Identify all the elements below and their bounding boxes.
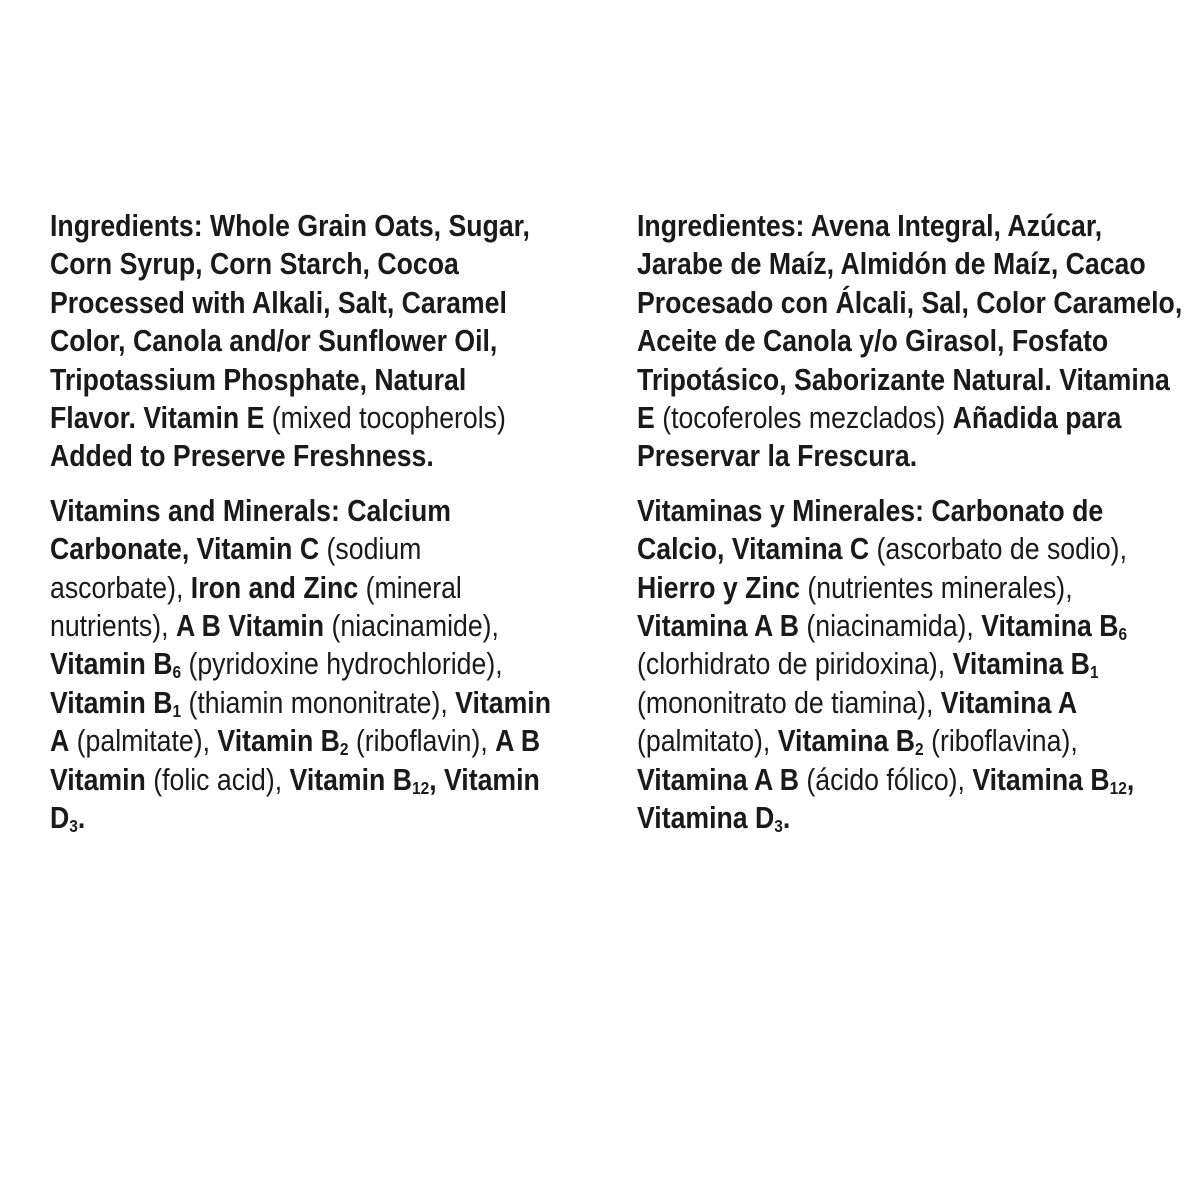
bold-text-run: Vitaminas y Minerales: Carbonato de Calcio, Vitamina C	[637, 492, 1104, 567]
bold-text-run: .	[77, 800, 86, 836]
bold-text-run: Vitamins and Minerals: Calcium Carbonate, Vitamin C	[50, 492, 452, 567]
spanish-vitamins-minerals-paragraph	[637, 492, 1184, 838]
subscript-run: 6	[1118, 624, 1128, 645]
subscript-run: 6	[172, 662, 182, 683]
plain-text-run: (clorhidrato de piridoxina),	[637, 646, 953, 682]
bold-text-run: .	[782, 800, 791, 836]
bold-text-run: Vitamin B	[50, 684, 173, 720]
bold-text-run: Hierro y Zinc	[637, 569, 800, 605]
subscript-run: 3	[774, 816, 783, 837]
bold-text-run: Vitamina A B	[637, 761, 799, 797]
plain-text-run: (pyridoxine hydrochloride),	[181, 646, 503, 682]
subscript-run: 12	[411, 777, 430, 798]
bold-text-run: Vitamin B	[217, 723, 340, 759]
plain-text-run: (mineral nutrients),	[50, 569, 462, 644]
plain-text-run: (thiamin mononitrate),	[181, 684, 456, 720]
bold-text-run: , Vitamin D	[50, 761, 540, 836]
bold-text-run: Iron and Zinc	[190, 569, 359, 605]
bold-text-run: Vitamin B	[50, 646, 173, 682]
bold-text-run: Vitamina B	[981, 608, 1119, 644]
subscript-run: 2	[339, 739, 349, 760]
bold-text-run: A B Vitamin	[50, 723, 541, 797]
bold-text-run: Vitamina A B	[637, 608, 799, 644]
plain-text-run: (riboflavina),	[923, 723, 1078, 759]
bold-text-run: Vitamina A	[940, 684, 1078, 720]
spanish-ingredients-column	[637, 207, 1184, 838]
plain-text-run: (nutrientes minerales),	[799, 569, 1073, 605]
plain-text-run: (mononitrato de tiamina),	[637, 684, 941, 720]
bold-text-run: Vitamina B	[777, 723, 916, 759]
bold-text-run: Vitamin A	[50, 684, 551, 759]
bold-text-run: Añadida para Preservar la Frescura.	[637, 400, 1122, 474]
spanish-ingredients-paragraph	[637, 207, 1184, 476]
bold-text-run: Vitamina B	[972, 761, 1110, 797]
plain-text-run: (niacinamida),	[798, 608, 982, 644]
plain-text-run: (mixed tocopherols)	[264, 400, 506, 436]
plain-text-run: (niacinamide),	[324, 608, 499, 644]
bold-text-run: Ingredientes: Avena Integral, Azúcar, Jarabe de Maíz, Almidón de Maíz, Cacao Procesado con Álcali, Sal, Color Caramelo, Aceite de Canola y/o Girasol, Fosfato Tripotásico, Saborizante Natural. Vitamina E	[637, 208, 1183, 436]
plain-text-run: (tocoferoles mezclados)	[654, 400, 953, 436]
subscript-run: 1	[172, 700, 182, 721]
bold-text-run: , Vitamina D	[637, 761, 1135, 836]
subscript-run: 3	[69, 816, 78, 837]
plain-text-run: (ácido fólico),	[798, 761, 973, 797]
subscript-run: 1	[1089, 662, 1099, 683]
plain-text-run: (riboflavin),	[348, 723, 496, 759]
plain-text-run: (ascorbato de sodio),	[869, 531, 1127, 567]
english-vitamins-minerals-paragraph	[50, 492, 551, 838]
plain-text-run: (palmitato),	[637, 723, 778, 759]
plain-text-run: (palmitate),	[69, 723, 218, 759]
bold-text-run: Vitamin B	[289, 761, 412, 797]
bold-text-run: A B Vitamin	[175, 608, 325, 644]
plain-text-run: (sodium ascorbate),	[50, 531, 422, 605]
bold-text-run: Ingredients: Whole Grain Oats, Sugar, Corn Syrup, Corn Starch, Cocoa Processed with Alkali, Salt, Caramel Color, Canola and/or Sunflower Oil, Tripotassium Phosphate, Natural Flavor. Vitamin E	[50, 208, 530, 436]
english-ingredients-paragraph	[50, 207, 551, 476]
plain-text-run: (folic acid),	[145, 761, 290, 797]
bold-text-run: Vitamina B	[952, 646, 1090, 682]
english-ingredients-column	[50, 207, 551, 838]
subscript-run: 2	[915, 739, 924, 760]
subscript-run: 12	[1109, 777, 1127, 798]
bold-text-run: Added to Preserve Freshness.	[50, 438, 434, 474]
